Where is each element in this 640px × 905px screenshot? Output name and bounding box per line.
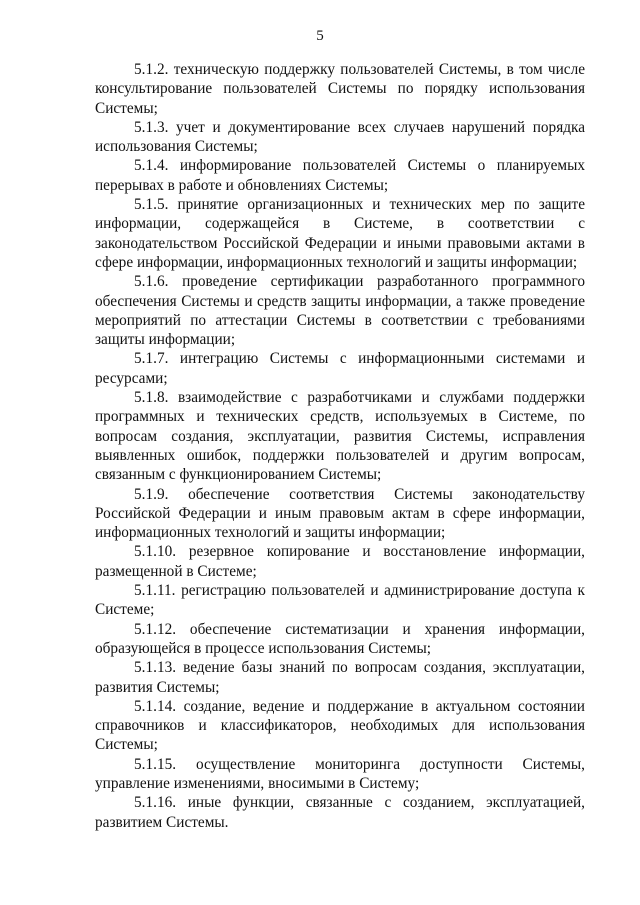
clause-5-1-11: 5.1.11. регистрацию пользователей и администрирование доступа к Системе; [95, 582, 585, 619]
clause-5-1-13: 5.1.13. ведение базы знаний по вопросам создания, эксплуатации, развития Системы; [95, 659, 585, 696]
clause-5-1-16: 5.1.16. иные функции, связанные с созданием, эксплуатацией, развитием Системы. [95, 794, 585, 831]
clause-5-1-15: 5.1.15. осуществление мониторинга доступности Системы, управление изменениями, вносимыми в Систему; [95, 755, 585, 792]
clause-5-1-8: 5.1.8. взаимодействие с разработчиками и службами поддержки программных и технических средств, используемых в Системе, по вопросам создания, эксплуатации, развития Системы, исправления выявленных ошибок, поддержки пользователей и другим вопросам, связанным с функционированием Системы; [95, 389, 585, 484]
clause-5-1-5: 5.1.5. принятие организационных и технических мер по защите информации, содержащейся в Системе, в соответствии с законодательством Российской Федерации и иными правовыми актами в сфере информации, информационных технологий и защиты информации; [95, 196, 585, 271]
clause-5-1-14: 5.1.14. создание, ведение и поддержание в актуальном состоянии справочников и классификаторов, необходимых для использования Системы; [95, 697, 585, 754]
clause-5-1-3: 5.1.3. учет и документирование всех случаев нарушений порядка использования Системы; [95, 118, 585, 156]
clause-5-1-7: 5.1.7. интеграцию Системы с информационными системами и ресурсами; [95, 350, 585, 387]
clause-5-1-4: 5.1.4. информирование пользователей Системы о планируемых перерывах в работе и обновлениях Системы; [95, 157, 585, 194]
clause-5-1-10: 5.1.10. резервное копирование и восстановление информации, размещенной в Системе; [95, 543, 585, 580]
page-number: 5 [316, 28, 324, 44]
clause-5-1-12: 5.1.12. обеспечение систематизации и хранения информации, образующейся в процессе использования Системы; [95, 620, 585, 657]
clause-5-1-9: 5.1.9. обеспечение соответствия Системы законодательству Российской Федерации и иным правовым актам в сфере информации, информационных технологий и защиты информации; [95, 485, 585, 542]
clause-5-1-6: 5.1.6. проведение сертификации разработанного программного обеспечения Системы и средств защиты информации, а также проведение мероприятий по аттестации Системы в соответствии с требованиями защиты информации; [95, 273, 585, 349]
document-body [95, 60, 585, 832]
clause-5-1-2: 5.1.2. техническую поддержку пользователей Системы, в том числе консультирование пользователей Системы по порядку использования Системы; [95, 61, 585, 117]
